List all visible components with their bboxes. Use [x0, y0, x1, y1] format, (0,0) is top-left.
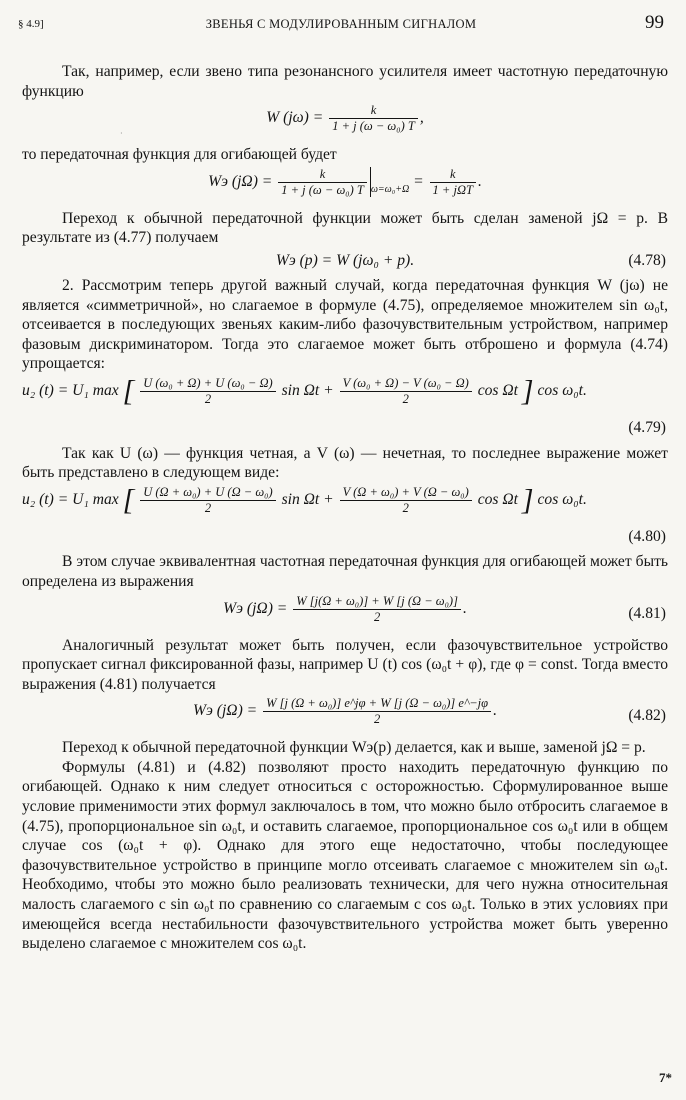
paragraph: Так как U (ω) — функция четная, а V (ω) — нечетная, то последнее выражение может быть представлено в следующем виде:: [22, 444, 668, 482]
fraction: $\frac{\text{W [j (Ω + ω₀)] e\textasciicircum{}jφ + W [j (Ω − ω₀)] e\textasciicircum{}−jφ}}{2}$: [263, 696, 491, 727]
paragraph: Переход к обычной передаточной функции Wэ(p) делается, как и выше, заменой jΩ = p.: [62, 739, 646, 757]
fraction: $\frac{\text{V (ω₀ + Ω) − V (ω₀ − Ω)}}{2}$: [340, 376, 472, 407]
page-body: [22, 62, 668, 954]
fraction: $\frac{k}{\text{1 + j (ω − ω₀) T}}$: [329, 103, 418, 134]
paragraph: В этом случае эквивалентная частотная передаточная функция для огибающей может быть определена из выражения: [22, 553, 668, 590]
fraction: $\frac{\text{U (ω₀ + Ω) + U (ω₀ − Ω)}}{2}$: [140, 376, 275, 407]
equation-4-80: u₂ (t) = U₁ max [ $\frac{\text{U (Ω + ω₀) + U (Ω − ω₀)}}{2}$ sin Ωt + $\frac{\text{V (Ω + ω₀) + V (Ω − ω₀)}}{2}$ cos Ωt ] cos ω₀t.: [22, 483, 587, 517]
paragraph: Переход к обычной передаточной функции может быть сделан заменой jΩ = p. В результате из (4.77) получаем: [22, 209, 668, 247]
paragraph: то передаточная функция для огибающей будет: [22, 146, 337, 164]
paragraph: 2. Рассмотрим теперь другой важный случай, когда передаточная функция W (jω) не является «симметричной», но слагаемое в формуле (4.75), определяемое множителем sin ω₀t, отсеивается в последующих звеньях каким-либо фазочувствительным устройством, например фазовым дискриминатором. Тогда это слагаемое может быть отброшено и формула (4.74) упрощается:: [22, 276, 668, 373]
equation-number: (4.80): [628, 527, 666, 545]
equation-number: (4.78): [628, 251, 666, 269]
speck-mark: ·: [120, 129, 123, 138]
running-header: [18, 14, 664, 38]
equation-envelope: Wэ (jΩ) = $\frac{k}{\text{1 + j (ω − ω₀) T}}$ $_{\omega=\omega_0+\Omega}$ = $\frac{k}{\text{1 + jΩT}}$ .: [208, 166, 482, 197]
equation-number: (4.81): [628, 604, 666, 622]
fraction: $\frac{k}{\text{1 + j (ω − ω₀) T}}$: [278, 167, 367, 198]
paragraph: Формулы (4.81) и (4.82) позволяют просто находить передаточную функцию по огибающей. Однако к ним следует относиться с осторожностью. Сформулированное выше условие применимости этих формул заключалось в том, что можно было отбросить слагаемое в (4.75), пропорциональное sin ω₀t, и оставить слагаемое, пропорциональное cos ω₀t или в общем случае cos (ω₀t + φ). Однако для этого еще недостаточно, чтобы последующее фазочувствительное устройство в принципе могло отсеивать слагаемое с множителем sin ω₀t. Необходимо, чтобы это можно было реализовать технически, для чего нужна относительная малость слагаемого с sin ω₀t по сравнению со слагаемым с cos ω₀t. Только в этих условиях при имеющейся всегда нестабильности фазочувствительного устройства может быть уверенно выделено слагаемое с множителем cos ω₀t.: [22, 758, 668, 953]
equation-4-81: Wэ (jΩ) = $\frac{\text{W [j(Ω + ω₀)] + W [j (Ω − ω₀)]}}{2}$ . (4.81): [223, 593, 666, 624]
fraction: $\frac{\text{V (Ω + ω₀) + V (Ω − ω₀)}}{2}$: [340, 485, 472, 516]
paragraph: Так, например, если звено типа резонансного усилителя имеет частотную передаточную функцию: [22, 63, 668, 100]
fraction: $\frac{k}{\text{1 + jΩT}}$: [430, 167, 476, 198]
equation-transfer-function: W (jω) = $\frac{k}{\text{1 + j (ω − ω₀) T}}$ ,: [266, 103, 424, 134]
equation-number: (4.79): [628, 418, 666, 436]
equation-4-79: u₂ (t) = U₁ max [ $\frac{\text{U (ω₀ + Ω) + U (ω₀ − Ω)}}{2}$ sin Ωt + $\frac{\text{V (ω₀ + Ω) − V (ω₀ − Ω)}}{2}$ cos Ωt ] cos ω₀t.: [22, 374, 587, 408]
paragraph: Аналогичный результат может быть получен, если фазочувствительное устройство пропускает сигнал фиксированной фазы, например U (t) cos (ω₀t + φ), где φ = const. Тогда вместо выражения (4.81) получается: [22, 636, 668, 693]
running-title: ЗВЕНЬЯ С МОДУЛИРОВАННЫМ СИГНАЛОМ: [205, 17, 477, 31]
fraction: $\frac{\text{U (Ω + ω₀) + U (Ω − ω₀)}}{2}$: [140, 485, 275, 516]
equation-4-82: Wэ (jΩ) = $\frac{\text{W [j (Ω + ω₀)] e\textasciicircum{}jφ + W [j (Ω − ω₀)] e\textasciicircum{}−jφ}}{2}$ . (4.82): [193, 696, 666, 727]
section-ref: § 4.9]: [18, 18, 44, 30]
fraction: $\frac{\text{W [j(Ω + ω₀)] + W [j (Ω − ω₀)]}}{2}$: [293, 594, 461, 625]
equation-4-78: Wэ (p) = W (jω₀ + p). (4.78): [275, 251, 666, 269]
equation-number: (4.82): [628, 707, 666, 725]
signature-mark: 7*: [659, 1070, 672, 1085]
page-number: 99: [645, 12, 664, 33]
